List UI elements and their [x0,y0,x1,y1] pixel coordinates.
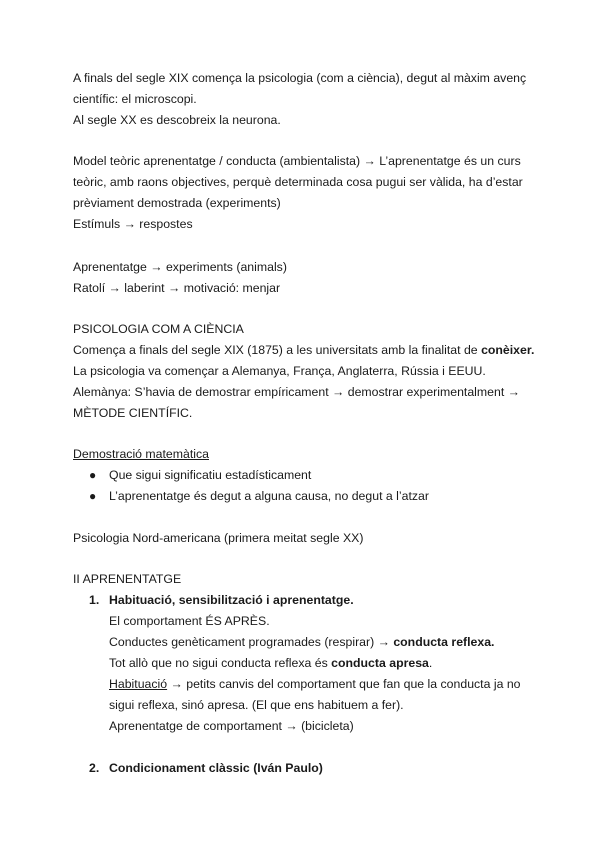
item-1-line-2 [109,632,494,653]
habituation-term: Habituació [109,677,168,691]
intro-line-1: A finals del segle XIX comença la psicologia (com a ciència), degut al màxim avenç [73,71,527,85]
science-line-1-bold: conèixer. [481,343,535,357]
science-heading: PSICOLOGIA COM A CIÈNCIA [73,322,244,336]
bullet-dot: ● [89,489,97,503]
item-1-line-1: El comportament ÉS APRÈS. [109,614,270,628]
science-line-2: La psicologia va començar a Alemanya, França, Anglaterra, Rússia i EEUU. [73,364,486,378]
math-bullet-1: Que sigui significatiu estadísticament [109,468,312,482]
model-line-4: Estímuls → respostes [73,217,193,231]
experiments-line-2: Ratolí → laberint → motivació: menjar [73,281,281,295]
intro-line-2: científic: el microscopi. [73,92,197,106]
item-1-title: Habituació, sensibilització i aprenentatge. [109,593,354,607]
item-1-line-3-end: . [428,656,433,670]
model-line-2: teòric, amb raons objectives, perquè determinada cosa pugui ser vàlida, ha d’estar [73,175,523,189]
intro-line-3: Al segle XX es descobreix la neurona. [73,113,281,127]
item-1-line-3-text: Tot allò que no sigui conducta reflexa és [109,656,332,670]
science-line-4: MÈTODE CIENTÍFIC. [73,406,193,420]
learning-heading: II APRENENTATGE [73,572,182,586]
science-line-1 [73,340,534,361]
item-1-line-3-bold: conducta apresa [331,656,429,670]
item-1-line-4-text: → petits canvis del comportament que fan que la conducta ja no [167,677,521,691]
item-1-line-6: Aprenentatge de comportament → (bicicleta) [109,719,354,733]
math-heading: Demostració matemàtica [73,447,209,461]
model-line-3: prèviament demostrada (experiments) [73,196,281,210]
north-american-line: Psicologia Nord-americana (primera meitat segle XX) [73,531,364,545]
math-bullet-2: L’aprenentatge és degut a alguna causa, no degut a l’atzar [109,489,429,503]
bullet-dot: ● [89,468,97,482]
item-1-line-2-text: Conductes genèticament programades (respirar) → [109,635,394,649]
item-1-line-4 [109,674,521,695]
item-1-line-3 [109,653,432,674]
item-1-number: 1. [89,593,100,607]
science-line-1-text: Comença a finals del segle XIX (1875) a les universitats amb la finalitat de [73,343,482,357]
model-line-1: Model teòric aprenentatge / conducta (ambientalista) → L’aprenentatge és un curs [73,154,521,168]
experiments-line-1: Aprenentatge → experiments (animals) [73,260,287,274]
science-line-3: Alemànya: S’havia de demostrar empíricament → demostrar experimentalment → [73,385,520,399]
item-2-title: Condicionament clàssic (Iván Paulo) [109,761,323,775]
item-1-line-2-bold: conducta reflexa. [393,635,495,649]
item-2-number: 2. [89,761,100,775]
item-1-line-5: sigui reflexa, sinó apresa. (El que ens habituem a fer). [109,698,404,712]
